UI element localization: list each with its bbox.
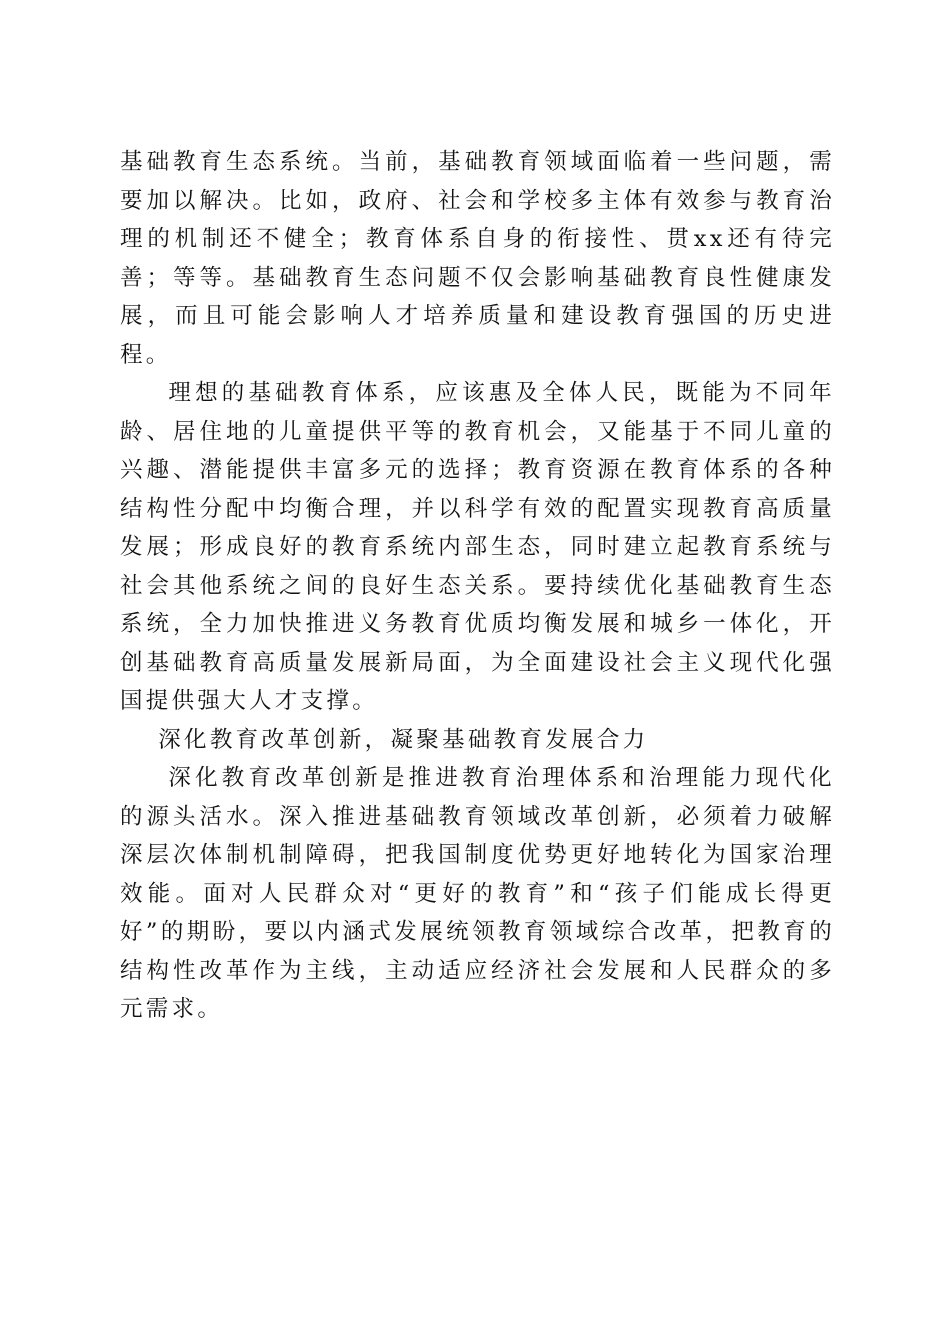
paragraph-ideal-education-system: 理想的基础教育体系，应该惠及全体人民，既能为不同年龄、居住地的儿童提供平等的教育机会，又能基于不同儿童的兴趣、潜能提供丰富多元的选择；教育资源在教育体系的各种结构性分配中均衡合理，并以科学有效的配置实现教育高质量发展；形成良好的教育系统内部生态，同时建立起教育系统与社会其他系统之间的良好生态关系。要持续优化基础教育生态系统，全力加快推进义务教育优质均衡发展和城乡一体化，开创基础教育高质量发展新局面，为全面建设社会主义现代化强国提供强大人才支撑。: [120, 380, 835, 714]
paragraph-continuation: 基础教育生态系统。当前，基础教育领域面临着一些问题，需要加以解决。比如，政府、社会和学校多主体有效参与教育治理的机制还不健全；教育体系自身的衔接性、贯xx还有待完善；等等。基础教育生态问题不仅会影响基础教育良性健康发展，而且可能会影响人才培养质量和建设教育强国的历史进程。: [120, 149, 835, 368]
paragraph-reform-innovation: 深化教育改革创新是推进教育治理体系和治理能力现代化的源头活水。深入推进基础教育领域改革创新，必须着力破解深层次体制机制障碍，把我国制度优势更好地转化为国家治理效能。面对人民群众对“更好的教育”和“孩子们能成长得更好”的期盼，要以内涵式发展统领教育领域综合改革，把教育的结构性改革作为主线，主动适应经济社会发展和人民群众的多元需求。: [120, 765, 835, 1022]
document-body: [120, 143, 835, 1029]
section-heading: 深化教育改革创新，凝聚基础教育发展合力: [158, 726, 649, 753]
